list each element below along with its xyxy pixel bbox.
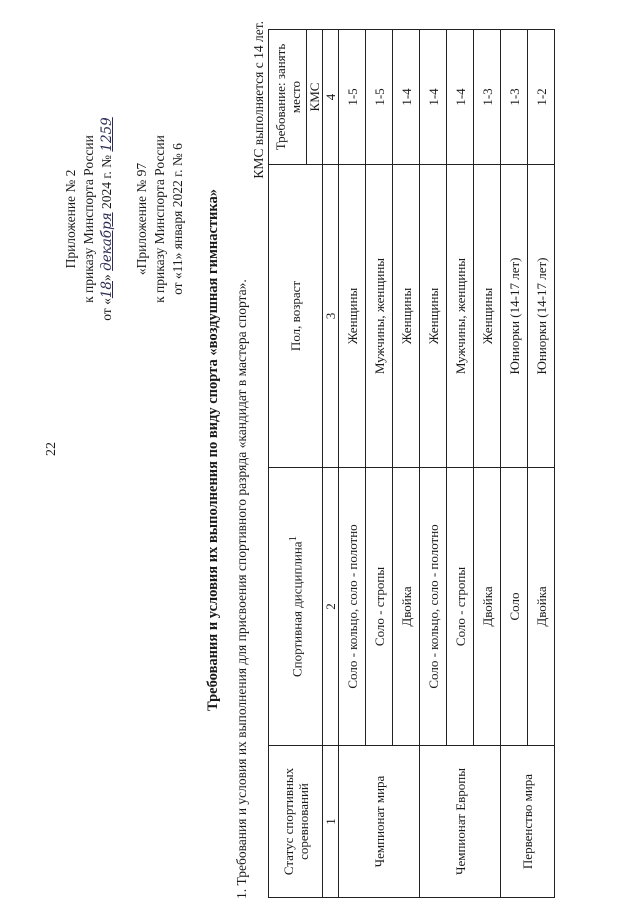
discipline-cell: Двойка [474, 468, 501, 746]
header-discipline-label: Спортивная дисциплина [289, 541, 305, 677]
place-cell: 1-3 [474, 30, 501, 165]
discipline-cell: Соло - стропы [366, 468, 393, 746]
appendix-line-4: «Приложение № 97 [134, 162, 149, 276]
gender-cell: Мужчины, женщины [366, 165, 393, 468]
place-cell: 1-5 [339, 30, 366, 165]
discipline-cell: Соло - стропы [447, 468, 474, 746]
header-kms: КМС [307, 30, 323, 165]
discipline-cell: Двойка [393, 468, 420, 746]
column-number: 2 [323, 468, 339, 746]
status-cell: Чемпионат мира [339, 746, 420, 898]
document-title: Требования и условия их выполнения по виду спорта «воздушная гимнастика» [205, 189, 221, 711]
date-year: 2024 г. № [99, 154, 114, 213]
handwritten-day: 18 [99, 280, 115, 299]
table-row [501, 30, 528, 898]
requirements-table-wrapper [268, 30, 555, 898]
header-gender-age: Пол, возраст [269, 165, 323, 468]
column-number: 1 [323, 746, 339, 898]
appendix-line-1: Приложение № 2 [63, 169, 78, 269]
appendix-block [62, 9, 187, 429]
place-cell: 1-4 [420, 30, 447, 165]
appendix-line-6: от «11» января 2022 г. № 6 [170, 143, 185, 295]
place-cell: 1-3 [501, 30, 528, 165]
appendix-line-5: к приказу Минспорта России [152, 135, 167, 303]
discipline-cell: Соло [501, 468, 528, 746]
discipline-cell: Соло - кольцо, соло - полотно [339, 468, 366, 746]
appendix-line-3 [98, 9, 116, 429]
requirements-table [268, 29, 555, 898]
column-number-row [323, 30, 339, 898]
column-number: 4 [323, 30, 339, 165]
date-prefix: от « [99, 298, 114, 321]
handwritten-order-number: 1259 [99, 117, 115, 152]
handwritten-month: декабря [99, 212, 115, 271]
footnote-marker: 1 [287, 536, 300, 542]
table-row [420, 30, 447, 898]
discipline-cell: Двойка [528, 468, 555, 746]
section-heading: 1. Требования и условия их выполнения для присвоения спортивного разряда «кандидат в мастера спорта». [234, 279, 249, 899]
gender-cell: Женщины [393, 165, 420, 468]
place-cell: 1-5 [366, 30, 393, 165]
gender-cell: Женщины [420, 165, 447, 468]
gender-cell: Женщины [339, 165, 366, 468]
gender-cell: Женщины [474, 165, 501, 468]
table-row [339, 30, 366, 898]
page-number: 22 [44, 442, 59, 456]
gender-cell: Юниорки (14-17 лет) [528, 165, 555, 468]
header-status: Статус спортивных соревнований [269, 746, 323, 898]
appendix-line-2: к приказу Минспорта России [81, 135, 96, 303]
gender-cell: Юниорки (14-17 лет) [501, 165, 528, 468]
header-requirement: Требование: занять место [269, 30, 307, 165]
status-cell: Чемпионат Европы [420, 746, 501, 898]
place-cell: 1-4 [393, 30, 420, 165]
discipline-cell: Соло - кольцо, соло - полотно [420, 468, 447, 746]
column-number: 3 [323, 165, 339, 468]
status-cell: Первенство мира [501, 746, 555, 898]
header-discipline [269, 468, 323, 746]
place-cell: 1-4 [447, 30, 474, 165]
gender-cell: Мужчины, женщины [447, 165, 474, 468]
date-mid: » [99, 274, 114, 281]
place-cell: 1-2 [528, 30, 555, 165]
kms-note: КМС выполняется с 14 лет. [251, 21, 266, 179]
